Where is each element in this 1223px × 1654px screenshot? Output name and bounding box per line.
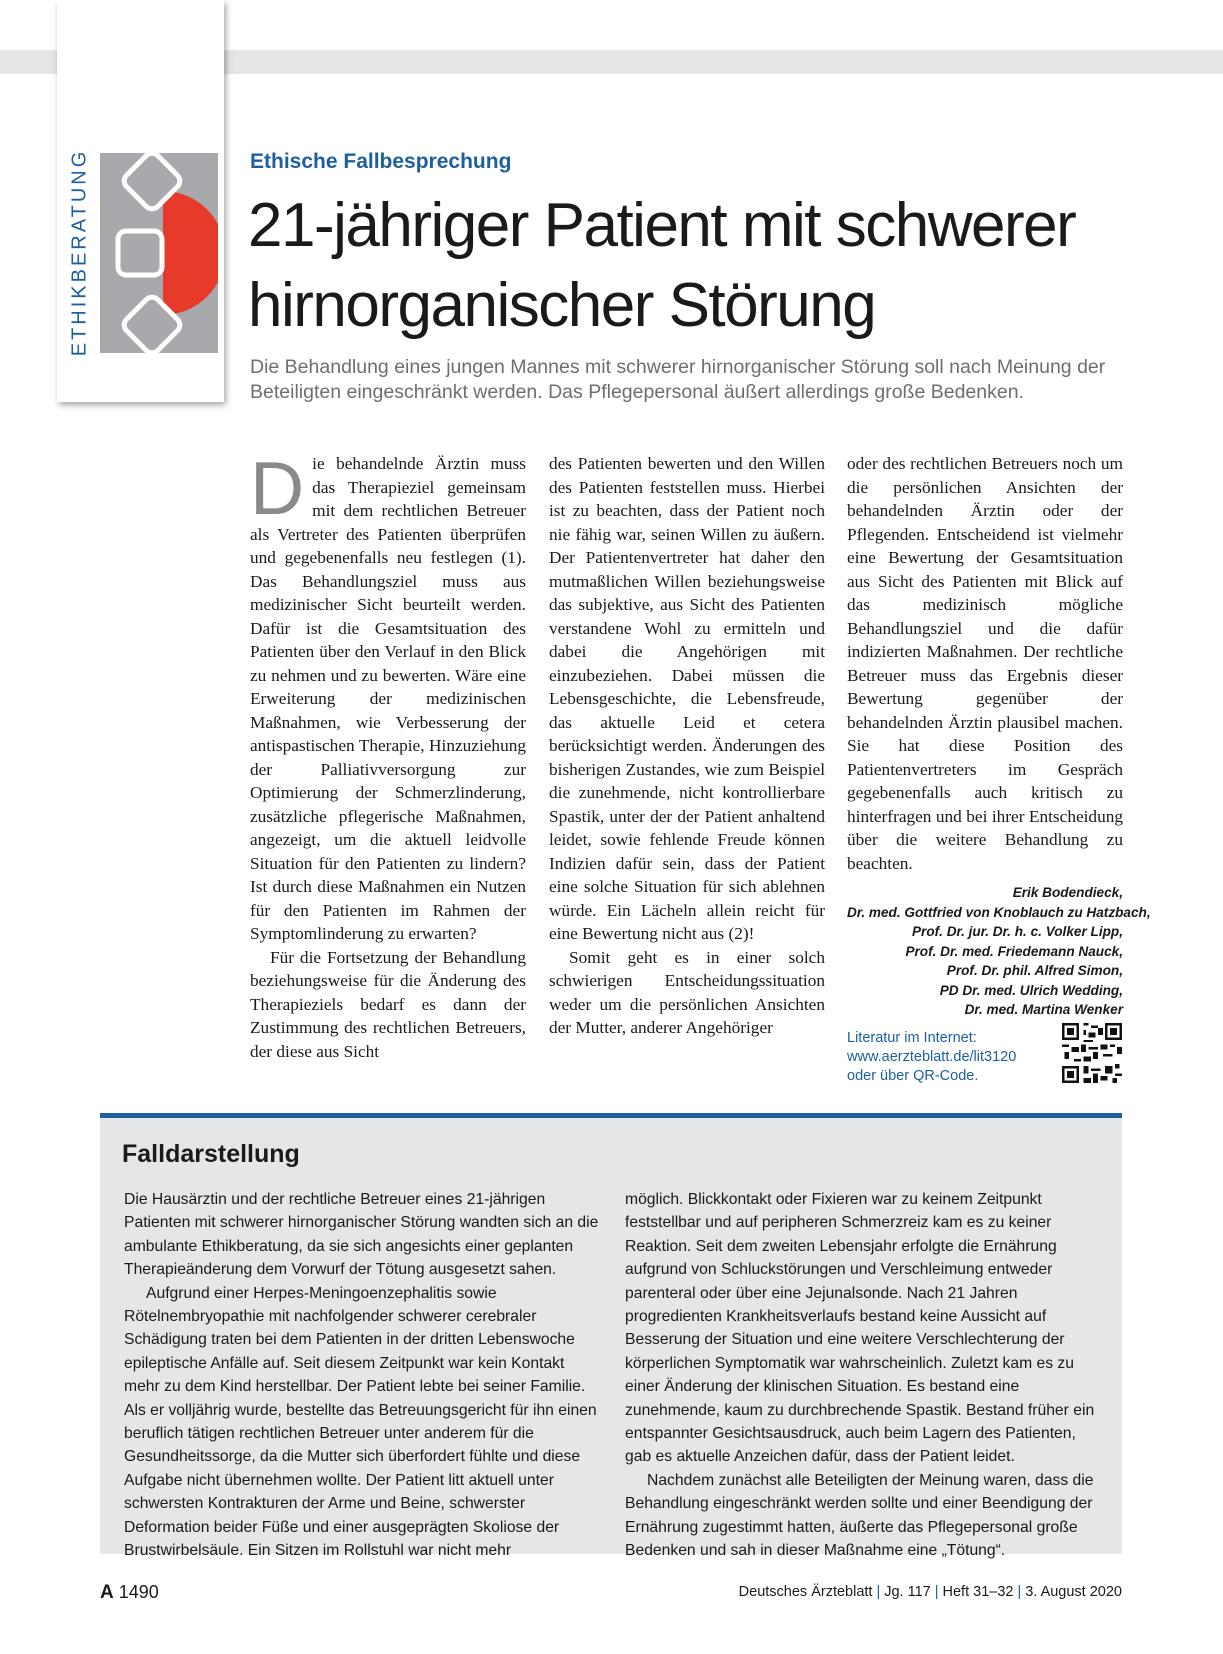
literature-note [847,1029,1047,1086]
article-paragraph: oder des rechtlichen Betreuers noch um die persönlichen Ansichten der behandelnden Ärztin oder der Pflegenden. Entscheidend ist vielmehr eine Bewertung der Gesamtsituation aus Sicht des Patienten mit Blick auf das medizinisch mögliche Behandlungsziel und die dafür indizierten Maßnahmen. Der rechtliche Betreuer muss das Ergebnis dieser Bewertung gegenüber der behandelnden Ärztin plausibel machen. Sie hat diese Position des Patientenvertreters im Gespräch gegebenenfalls auch kritisch zu hinterfragen und bei ihrer Entscheidung über die weitere Behandlung zu beachten. [847,454,1123,873]
literature-link[interactable]: www.aerzteblatt.de/lit3120 [847,1049,1017,1065]
journal-issue: Heft 31–32 [942,1584,1014,1600]
section-vertical-label: ETHIKBERATUNG [68,148,91,357]
author-name: Dr. med. Gottfried von Knoblauch zu Hatzbach, [847,904,1151,920]
case-column-1 [124,1188,604,1563]
journal-name: Deutsches Ärzteblatt [738,1584,873,1600]
article-title: 21-jähriger Patient mit schwerer hirnorganischer Störung [248,191,1076,340]
article-paragraph: Die behandelnde Ärztin muss das Therapieziel gemeinsam mit dem rechtlichen Betreuer als Vertreter des Patienten überprüfen und gegebenenfalls neu festlegen (1). Das Behandlungsziel muss aus medizinischer Sicht beurteilt werden. Dafür ist die Gesamtsituation des Patienten über den Verlauf in den Blick zu nehmen und zu bewerten. Wäre eine Erweiterung der medizinischen Maßnahmen, wie Verbesserung der antispastischen Therapie, Hinzuziehung der Palliativversorgung zur Optimierung der Schmerzlinderung, zusätzliche pflegerische Maßnahmen, angezeigt, um die aktuell leidvolle Situation für den Patienten zu lindern? Ist durch diese Maßnahmen ein Nutzen für den Patienten im Rahmen der Symptomlinderung zu erwarten? [250,446,526,943]
case-paragraph: Nachdem zunächst alle Beteiligten der Meinung waren, dass die Behandlung eingeschränkt werden sollte und einer Beendigung der Ernährung zugestimmt hatten, äußerte das Pflegepersonal große Bedenken und sah in dieser Maßnahme eine „Tötung“. [625,1471,1094,1560]
article-lead: Die Behandlung eines jungen Mannes mit schwerer hirnorganischer Störung soll nach Meinung der Beteiligten eingeschränkt werden. Das Pflegepersonal äußert allerdings große Bedenken. [250,356,1106,403]
author-name: Prof. Dr. jur. Dr. h. c. Volker Lipp, [911,924,1123,939]
author-name: Erik Bodendieck, [1012,885,1123,900]
author-name: Dr. med. Martina Wenker [964,1002,1123,1017]
article-paragraph: Somit geht es in einer solch schwierigen Entscheidungssituation weder um die persönlichen Ansichten der Mutter, anderer Angehöriger [549,947,825,1037]
case-column-2 [625,1188,1105,1563]
case-paragraph: Die Hausärztin und der rechtliche Betreuer eines 21-jährigen Patienten mit schwerer hirnorganischer Störung wandten sich an die ambulante Ethikberatung, da sie sich angesichts einer geplanten Therapieänderung dem Vorwurf der Tötung ausgesetzt sahen. [124,1191,599,1279]
ethics-logo-chairs-icon [100,153,218,353]
drop-cap: D [250,446,305,530]
article-paragraph: Für die Fortsetzung der Behandlung beziehungsweise für die Änderung des Therapieziels bedarf es dann der Zustimmung des rechtlichen Betreuers, der diese aus Sicht [250,947,526,1061]
literature-label: Literatur im Internet: [847,1030,977,1046]
qr-code-icon[interactable] [1062,1023,1122,1083]
page-number-value: 1490 [118,1582,159,1602]
author-name: Prof. Dr. phil. Alfred Simon, [946,963,1123,978]
literature-qr-hint: oder über QR-Code. [847,1068,979,1084]
page-number [100,1582,159,1604]
journal-date: 3. August 2020 [1025,1584,1122,1600]
case-title: Falldarstellung [122,1140,300,1168]
page-prefix: A [100,1582,114,1603]
case-paragraph: möglich. Blickkontakt oder Fixieren war zu keinem Zeitpunkt feststellbar und auf peripheren Schmerzreiz kam es zu keiner Reaktion. Seit dem zweiten Lebensjahr erfolgte die Ernährung aufgrund von Schluckstörungen und Verschleimung entweder parenteral oder über eine Jejunalsonde. Nach 21 Jahren progredienten Krankheitsverlaufs bestand keine Aussicht auf Besserung der Situation und eine weitere Verschlechterung der körperlichen Symptomatik war wahrscheinlich. Zuletzt kam es zu einer Änderung der klinischen Situation. Es bestand eine zunehmende, kaum zu durchbrechende Spastik. Bestand früher ein entspannter Gesichtsausdruck, auch beim Lagern des Patienten, gab es aktuelle Anzeichen dafür, dass der Patient leidet. [625,1191,1095,1466]
author-name: PD Dr. med. Ulrich Wedding, [939,982,1123,998]
article-column-2 [549,452,825,1040]
journal-footer: Deutsches Ärzteblatt | Jg. 117 | Heft 31–32 | 3. August 2020 [738,1584,1122,1600]
article-kicker: Ethische Fallbesprechung [250,150,512,173]
article-column-1 [250,446,526,1063]
journal-volume: Jg. 117 [884,1584,931,1600]
article-column-3 [847,452,1151,1020]
case-paragraph: Aufgrund einer Herpes-Meningoenzephalitis sowie Rötelnembryopathie mit nachfolgender schwerer cerebraler Schädigung traten bei dem Patienten in der dritten Lebenswoche epileptische Anfälle auf. Seit diesem Zeitpunkt war kein Kontakt mehr zu dem Kind herstellbar. Der Patient lebte bei seiner Familie. Als er volljährig wurde, bestellte das Betreuungsgericht für ihn einen beruflich tätigen rechtlichen Betreuer unter anderem für die Gesundheitssorge, da die Mutter sich überfordert fühlte und diese Aufgabe nicht übernehmen wollte. Der Patient litt aktuell unter schwersten Kontrakturen der Arme und Beine, schwerster Deformation beider Füße und einer ausgeprägten Skoliose der Brustwirbelsäule. Ein Sitzen im Rollstuhl war nicht mehr [124,1284,597,1560]
author-list [847,883,1151,1020]
article-paragraph: des Patienten bewerten und den Willen des Patienten feststellen muss. Hierbei ist zu beachten, dass der Patient noch nie fähig war, seinen Willen zu äußern. Der Patientenvertreter hat daher den mutmaßlichen Willen beziehungsweise das subjektive, aus Sicht des Patienten verstandene Wohl zu ermitteln und dabei die Angehörigen mit einzubeziehen. Dabei müssen die Lebensgeschichte, die Lebensfreude, das aktuelle Leid et cetera berücksichtigt werden. Änderungen des bisherigen Zustandes, wie zum Beispiel die zunehmende, nicht kontrollierbare Spastik, unter der der Patient anhaltend leidet, sowie fehlende Freude können Indizien dafür sein, dass der Patient eine solche Situation für sich ablehnen würde. Ein Lächeln allein reicht für eine Bewertung nicht aus (2)! [549,454,825,943]
author-name: Prof. Dr. med. Friedemann Nauck, [905,943,1123,959]
